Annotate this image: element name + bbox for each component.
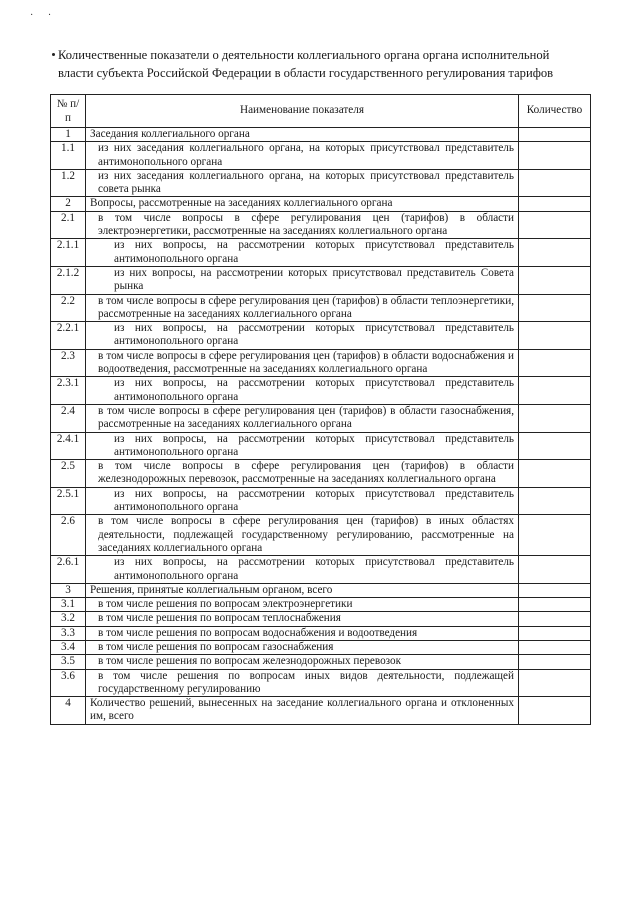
row-quantity-cell[interactable] <box>519 460 591 488</box>
row-number: 2.5 <box>51 460 86 488</box>
table-row <box>51 669 591 697</box>
row-number: 2.6.1 <box>51 556 86 584</box>
row-quantity-cell[interactable] <box>519 404 591 432</box>
row-number: 2.5.1 <box>51 487 86 515</box>
table-header-row <box>51 95 591 128</box>
row-indicator-name: в том числе решения по вопросам железнодорожных перевозок <box>86 655 519 669</box>
table-row <box>51 404 591 432</box>
row-indicator-name: в том числе решения по вопросам водоснабжения и водоотведения <box>86 626 519 640</box>
table-row <box>51 239 591 267</box>
table-row <box>51 142 591 170</box>
row-number: 2.1.1 <box>51 239 86 267</box>
row-number: 3.4 <box>51 640 86 654</box>
row-indicator-name: Решения, принятые коллегиальным органом, всего <box>86 583 519 597</box>
row-indicator-name: из них вопросы, на рассмотрении которых присутствовал представитель антимонопольного органа <box>86 556 519 584</box>
scan-dot <box>52 53 55 56</box>
row-indicator-name: в том числе вопросы в сфере регулирования цен (тарифов) в иных областях деятельности, подлежащей государственному регулированию, рассмотренные на заседаниях коллегиального органа <box>86 515 519 556</box>
row-quantity-cell[interactable] <box>519 669 591 697</box>
row-quantity-cell[interactable] <box>519 294 591 322</box>
row-quantity-cell[interactable] <box>519 211 591 239</box>
row-number: 2.2 <box>51 294 86 322</box>
row-quantity-cell[interactable] <box>519 598 591 612</box>
row-quantity-cell[interactable] <box>519 612 591 626</box>
row-indicator-name: из них вопросы, на рассмотрении которых присутствовал представитель Совета рынка <box>86 266 519 294</box>
row-indicator-name: из них вопросы, на рассмотрении которых присутствовал представитель антимонопольного органа <box>86 322 519 350</box>
row-number: 3.6 <box>51 669 86 697</box>
table-row <box>51 612 591 626</box>
row-number: 2.2.1 <box>51 322 86 350</box>
row-quantity-cell[interactable] <box>519 266 591 294</box>
row-indicator-name: Заседания коллегиального органа <box>86 128 519 142</box>
row-quantity-cell[interactable] <box>519 583 591 597</box>
row-indicator-name: Количество решений, вынесенных на заседание коллегиального органа и отклоненных им, всего <box>86 697 519 725</box>
row-number: 2.3.1 <box>51 377 86 405</box>
row-indicator-name: в том числе решения по вопросам иных видов деятельности, подлежащей государственному регулированию <box>86 669 519 697</box>
row-indicator-name: из них заседания коллегиального органа, на которых присутствовал представитель совета рынка <box>86 169 519 197</box>
row-indicator-name: из них вопросы, на рассмотрении которых присутствовал представитель антимонопольного органа <box>86 487 519 515</box>
row-number: 2.4 <box>51 404 86 432</box>
table-row <box>51 432 591 460</box>
row-number: 1.1 <box>51 142 86 170</box>
row-number: 4 <box>51 697 86 725</box>
row-indicator-name: в том числе решения по вопросам газоснабжения <box>86 640 519 654</box>
row-quantity-cell[interactable] <box>519 697 591 725</box>
row-quantity-cell[interactable] <box>519 377 591 405</box>
row-indicator-name: в том числе решения по вопросам теплоснабжения <box>86 612 519 626</box>
header-number: № п/п <box>51 95 86 128</box>
header-quantity: Количество <box>519 95 591 128</box>
document-title-text: Количественные показатели о деятельности коллегиального органа органа исполнительной власти субъекта Российской Федерации в области государственного регулирования тарифов <box>58 48 554 80</box>
row-quantity-cell[interactable] <box>519 349 591 377</box>
row-number: 2 <box>51 197 86 211</box>
table-row <box>51 583 591 597</box>
row-quantity-cell[interactable] <box>519 169 591 197</box>
row-indicator-name: в том числе вопросы в сфере регулирования цен (тарифов) в области железнодорожных перевозок, рассмотренные на заседаниях коллегиального органа <box>86 460 519 488</box>
row-number: 3.2 <box>51 612 86 626</box>
table-row <box>51 640 591 654</box>
row-indicator-name: из них вопросы, на рассмотрении которых присутствовал представитель антимонопольного органа <box>86 377 519 405</box>
row-quantity-cell[interactable] <box>519 655 591 669</box>
row-quantity-cell[interactable] <box>519 322 591 350</box>
row-indicator-name: из них заседания коллегиального органа, на которых присутствовал представитель антимонопольного органа <box>86 142 519 170</box>
row-indicator-name: Вопросы, рассмотренные на заседаниях коллегиального органа <box>86 197 519 211</box>
row-number: 1 <box>51 128 86 142</box>
document-title <box>58 46 588 82</box>
table-body <box>51 128 591 725</box>
row-number: 2.1.2 <box>51 266 86 294</box>
row-indicator-name: в том числе вопросы в сфере регулирования цен (тарифов) в области водоснабжения и водоотведения, рассмотренные на заседаниях коллегиального органа <box>86 349 519 377</box>
table-row <box>51 211 591 239</box>
table-row <box>51 322 591 350</box>
row-indicator-name: из них вопросы, на рассмотрении которых присутствовал представитель антимонопольного органа <box>86 432 519 460</box>
table-row <box>51 487 591 515</box>
row-number: 3.3 <box>51 626 86 640</box>
row-number: 3.5 <box>51 655 86 669</box>
row-number: 2.3 <box>51 349 86 377</box>
row-number: 2.1 <box>51 211 86 239</box>
table-row <box>51 197 591 211</box>
row-quantity-cell[interactable] <box>519 432 591 460</box>
row-indicator-name: в том числе вопросы в сфере регулирования цен (тарифов) в области электроэнергетики, рассмотренные на заседаниях коллегиального органа <box>86 211 519 239</box>
table-row <box>51 169 591 197</box>
table-row <box>51 598 591 612</box>
table-row <box>51 515 591 556</box>
table-row <box>51 460 591 488</box>
table-row <box>51 349 591 377</box>
row-quantity-cell[interactable] <box>519 128 591 142</box>
row-number: 1.2 <box>51 169 86 197</box>
scan-marks: · · <box>30 10 58 21</box>
table-row <box>51 294 591 322</box>
row-quantity-cell[interactable] <box>519 197 591 211</box>
row-quantity-cell[interactable] <box>519 515 591 556</box>
row-indicator-name: в том числе вопросы в сфере регулирования цен (тарифов) в области теплоэнергетики, рассмотренные на заседаниях коллегиального органа <box>86 294 519 322</box>
header-name: Наименование показателя <box>86 95 519 128</box>
table-row <box>51 128 591 142</box>
row-number: 3.1 <box>51 598 86 612</box>
row-quantity-cell[interactable] <box>519 142 591 170</box>
indicators-table <box>50 94 591 725</box>
row-number: 3 <box>51 583 86 597</box>
row-quantity-cell[interactable] <box>519 626 591 640</box>
row-number: 2.4.1 <box>51 432 86 460</box>
table-row <box>51 626 591 640</box>
row-indicator-name: в том числе решения по вопросам электроэнергетики <box>86 598 519 612</box>
row-quantity-cell[interactable] <box>519 239 591 267</box>
row-indicator-name: в том числе вопросы в сфере регулирования цен (тарифов) в области газоснабжения, рассмотренные на заседаниях коллегиального органа <box>86 404 519 432</box>
table-row <box>51 266 591 294</box>
row-indicator-name: из них вопросы, на рассмотрении которых присутствовал представитель антимонопольного органа <box>86 239 519 267</box>
table-row <box>51 655 591 669</box>
row-quantity-cell[interactable] <box>519 640 591 654</box>
row-quantity-cell[interactable] <box>519 487 591 515</box>
table-row <box>51 377 591 405</box>
row-quantity-cell[interactable] <box>519 556 591 584</box>
row-number: 2.6 <box>51 515 86 556</box>
table-row <box>51 697 591 725</box>
table-row <box>51 556 591 584</box>
